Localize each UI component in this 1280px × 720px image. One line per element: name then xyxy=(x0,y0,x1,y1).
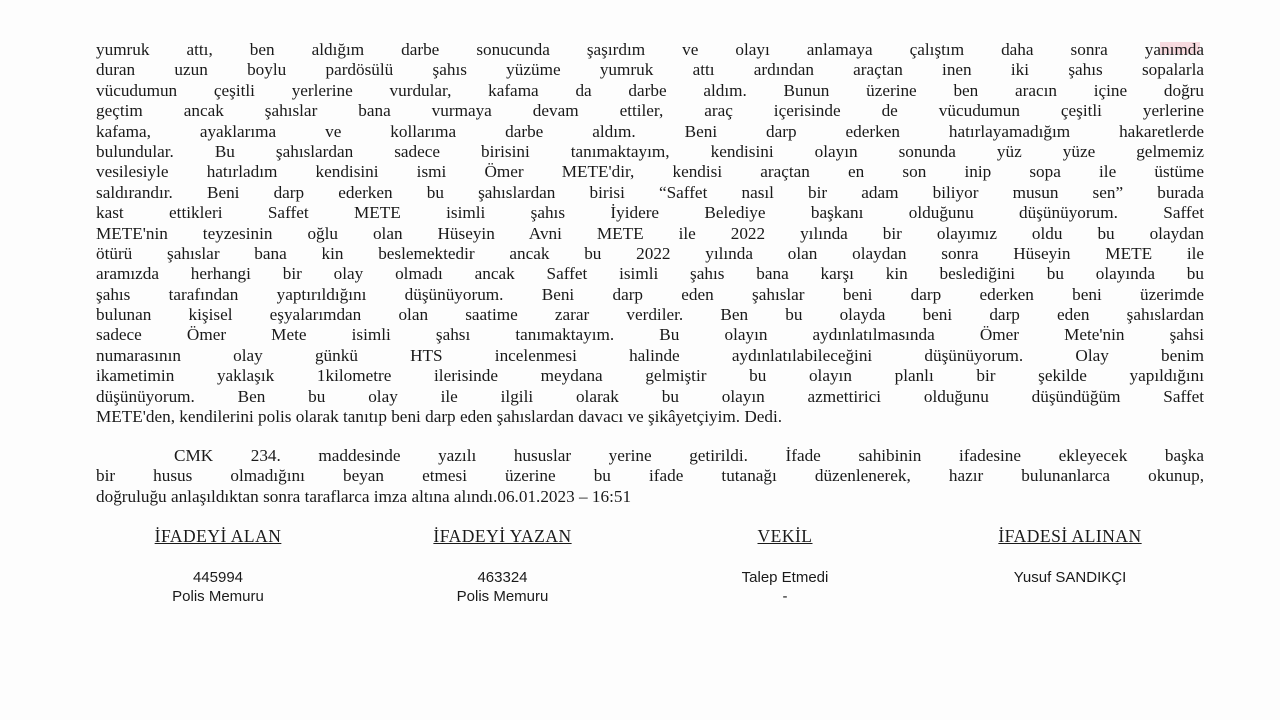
signature-id: 445994 xyxy=(192,569,244,586)
body-line: bulunan kişisel eşyalarımdan olan saatime zarar verdiler. Ben bu olayda beni darp eden şahıslardan xyxy=(96,305,1204,325)
closing-line: doğruluğu anlaşıldıktan sonra taraflarca imza altına alındı.06.01.2023 – 16:51 xyxy=(96,486,632,506)
closing-line: CMK 234. maddesinde yazılı hususlar yerine getirildi. İfade sahibinin ifadesine ekleyecek başka xyxy=(174,446,1204,465)
body-line: sadece Ömer Mete isimli şahsı tanımaktayım. Bu olayın aydınlatılmasında Ömer Mete'nin şahsi xyxy=(96,325,1204,345)
signature-title: İFADEYİ ALAN xyxy=(154,526,282,546)
body-line: vücudumun çeşitli yerlerine vurdular, kafama da darbe aldım. Bunun üzerine ben aracın içine doğru xyxy=(96,80,1204,100)
body-line: saldırandır. Beni darp ederken bu şahıslardan birisi “Saffet nasıl bir adam biliyor musun sen” burada xyxy=(96,182,1204,202)
body-line: yumruk attı, ben aldığım darbe sonucunda şaşırdım ve olayı anlamaya çalıştım daha sonra yanımda xyxy=(96,40,1204,59)
signature-title: VEKİL xyxy=(757,526,813,546)
body-line: kafama, ayaklarıma ve kollarıma darbe aldım. Beni darp ederken hatırlayamadığım hakaretlerde xyxy=(96,121,1204,141)
closing-paragraph xyxy=(96,446,1204,507)
closing-line: bir husus olmadığını beyan etmesi üzerine bu ifade tutanağı düzenlenerek, hazır bulunanlarca okunup, xyxy=(96,466,1204,486)
body-line: METE'nin teyzesinin oğlu olan Hüseyin Avni METE ile 2022 yılında bir olayımız oldu bu olaydan xyxy=(96,223,1204,243)
signature-statement-writer xyxy=(390,525,615,606)
body-line: şahıs tarafından yaptırıldığını düşünüyorum. Beni darp eden şahıslar beni darp ederken beni üzerimde xyxy=(96,284,1204,304)
body-line: vesilesiyle hatırladım kendisini ismi Ömer METE'dir, kendisi araçtan en son inip sopa ile üstüme xyxy=(96,162,1204,182)
signature-rank: Polis Memuru xyxy=(456,588,549,605)
body-line: ötürü şahıslar bana kin beslemektedir ancak bu 2022 yılında olan olaydan sonra Hüseyin METE ile xyxy=(96,243,1204,263)
body-line: aramızda herhangi bir olay olmadı ancak Saffet isimli şahıs bana karşı kin beslediğini bu olayında bu xyxy=(96,264,1204,284)
statement-body xyxy=(96,40,1204,427)
signature-rank: Polis Memuru xyxy=(172,588,264,605)
signature-status: Talep Etmedi xyxy=(741,569,829,586)
signature-id: 463324 xyxy=(477,569,528,586)
body-line: ikametimin yaklaşık 1kilometre ilerisinde meydana gelmiştir bu olayın planlı bir şekilde yapıldığını xyxy=(96,366,1204,386)
signature-dash: - xyxy=(782,588,788,605)
body-line: METE'den, kendilerini polis olarak tanıtıp beni darp eden şahıslardan davacı ve şikâyetçiyim. Dedi. xyxy=(96,407,783,427)
body-line: bulundular. Bu şahıslardan sadece birisini tanımaktayım, kendisini olayın sonunda yüz yüze gelmemiz xyxy=(96,141,1204,161)
signature-person-name: Yusuf SANDIKÇI xyxy=(1013,569,1127,586)
body-line: numarasının olay günkü HTS incelenmesi halinde aydınlatılabileceğini düşünüyorum. Olay benim xyxy=(96,345,1204,365)
signature-statement-giver xyxy=(955,525,1185,587)
body-line: geçtim ancak şahıslar bana vurmaya devam ettiler, araç içerisinde de vücudumun çeşitli yerlerine xyxy=(96,101,1204,121)
body-line: duran uzun boylu pardösülü şahıs yüzüme yumruk attı ardından araçtan inen iki şahıs sopalarla xyxy=(96,60,1204,80)
signature-title: İFADEYİ YAZAN xyxy=(433,526,572,546)
body-line: kast ettikleri Saffet METE isimli şahıs İyidere Belediye başkanı olduğunu düşünüyorum. Saffet xyxy=(96,203,1204,223)
body-line: düşünüyorum. Ben bu olay ile ilgili olarak bu olayın azmettirici olduğunu düşündüğüm Saffet xyxy=(96,386,1204,406)
signature-attorney xyxy=(700,525,870,606)
signature-statement-taker xyxy=(118,525,318,606)
signature-title: İFADESİ ALINAN xyxy=(998,526,1142,546)
